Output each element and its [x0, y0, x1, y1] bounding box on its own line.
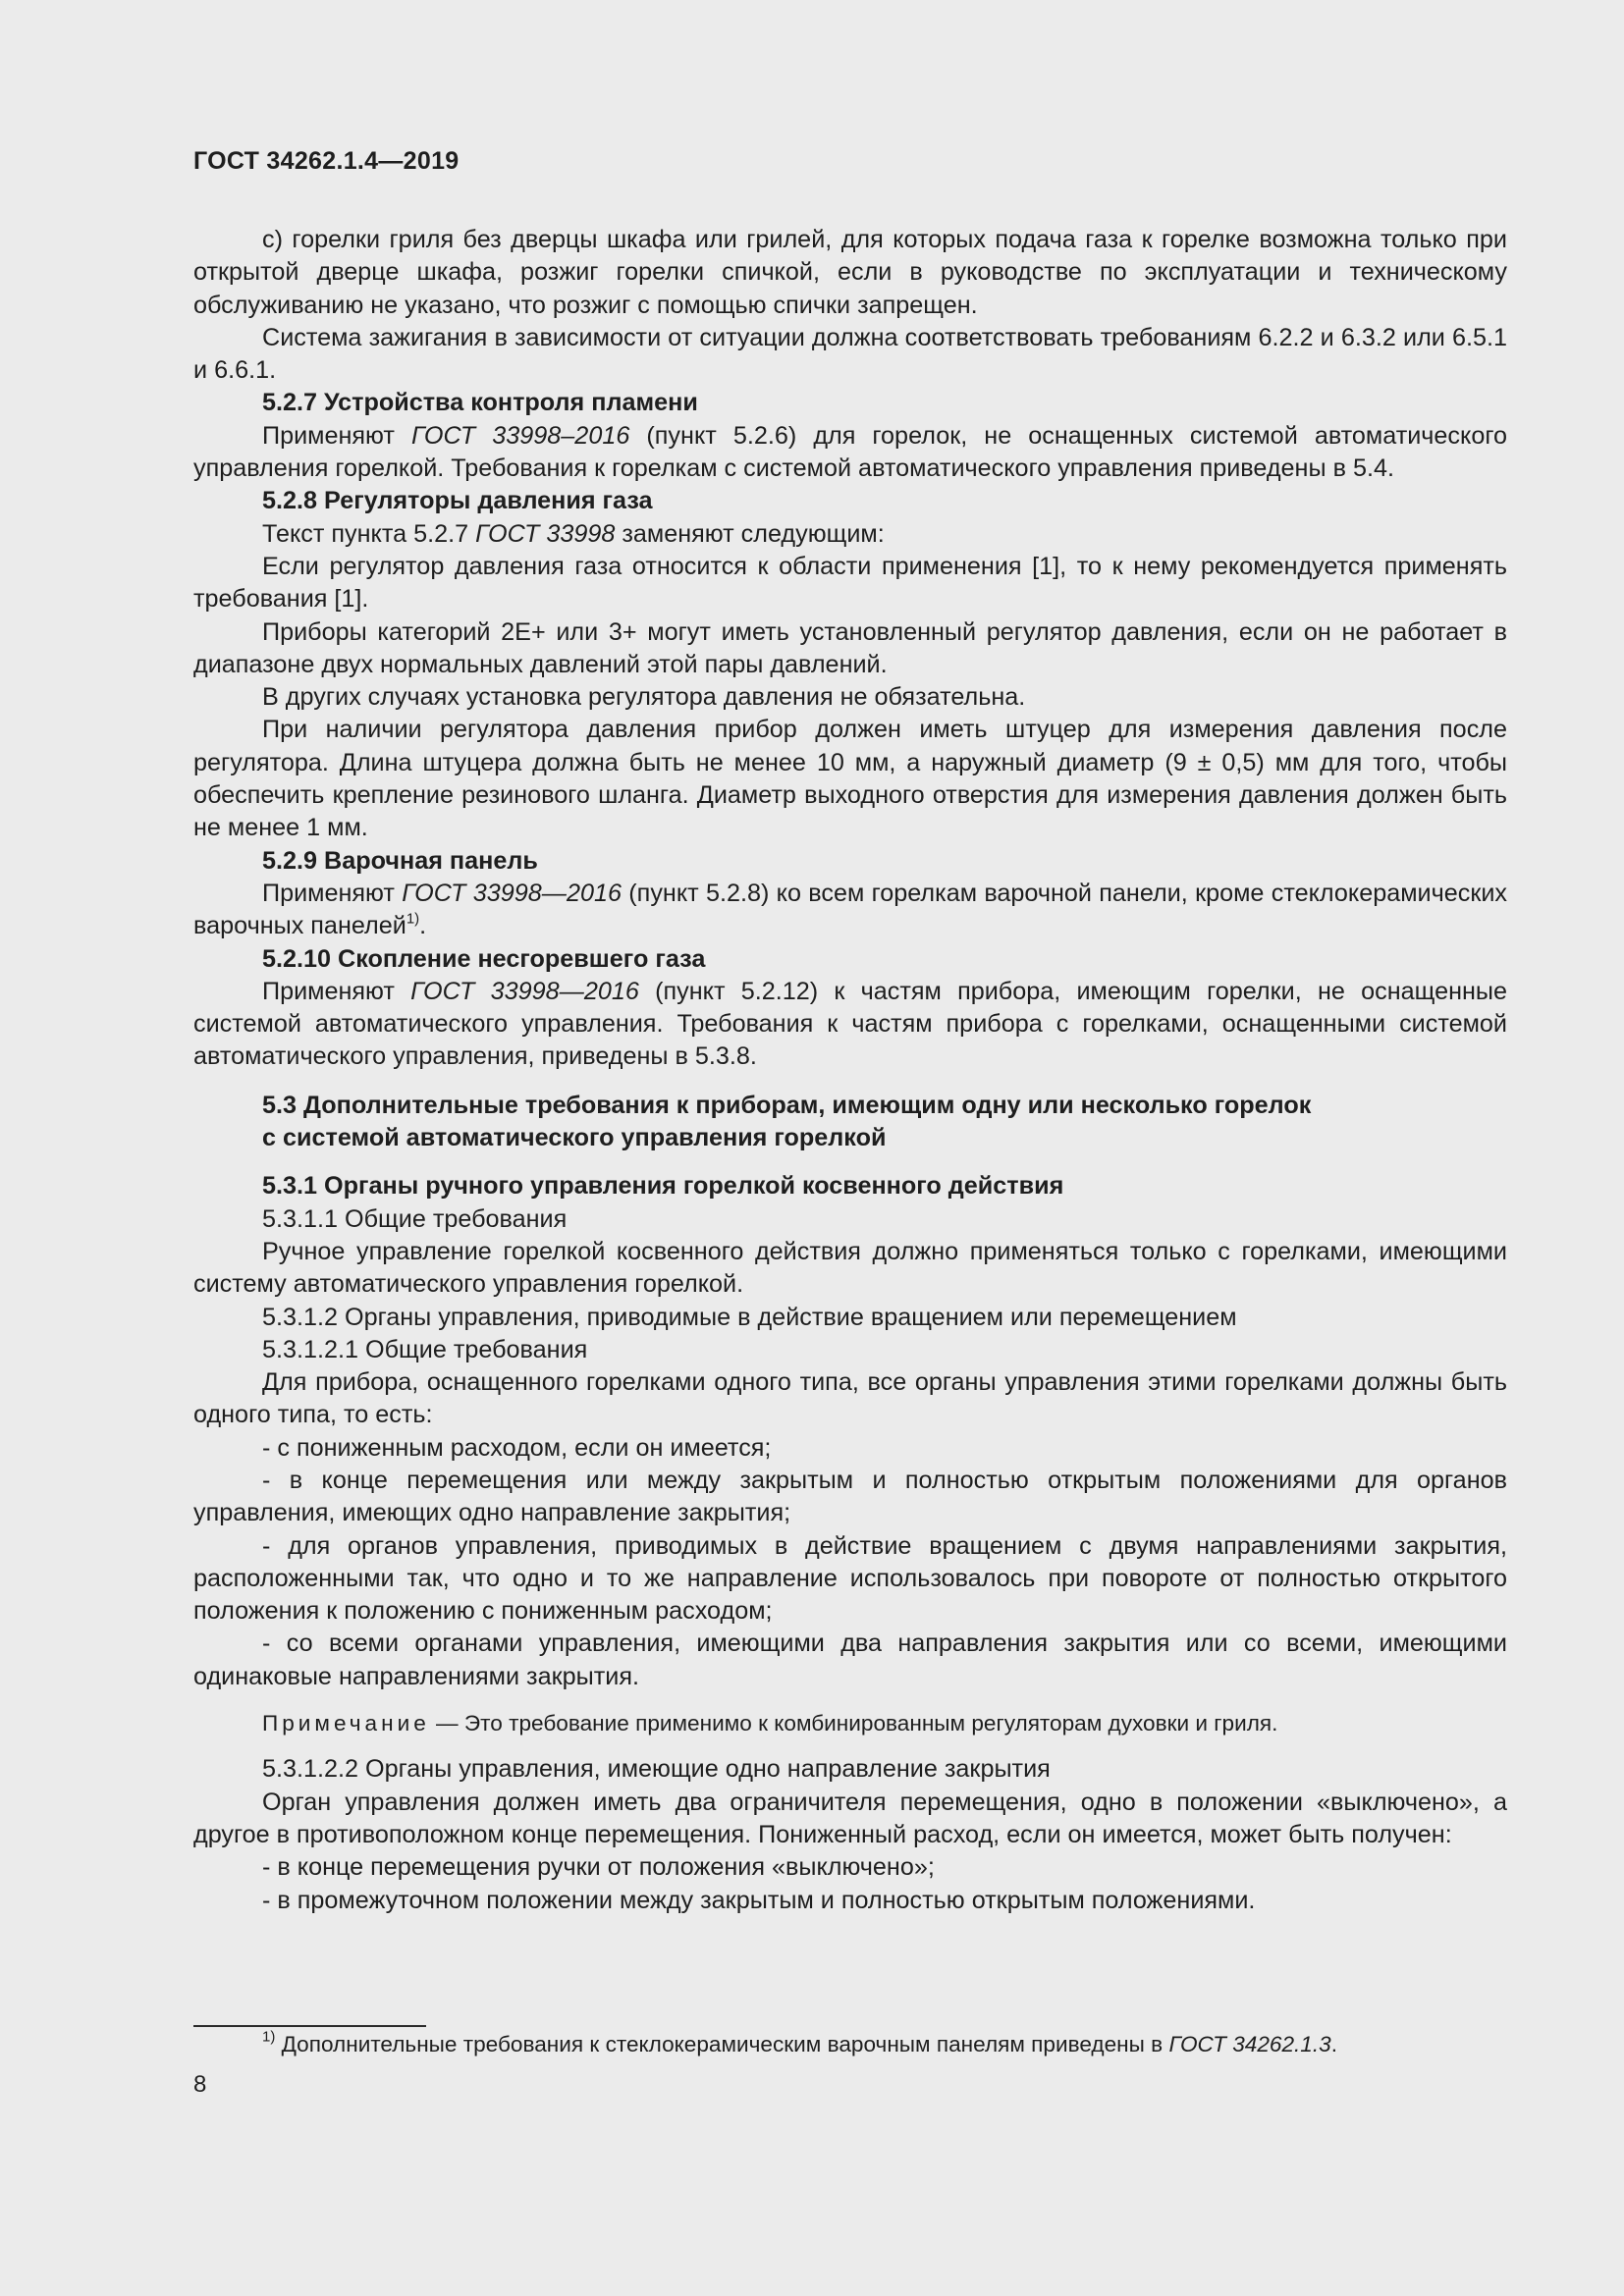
footnote-marker: 1) — [262, 2028, 276, 2046]
subsection-heading: 5.3.1.2 Органы управления, приводимые в действие вращением или перемещением — [262, 1303, 1237, 1331]
standard-reference: ГОСТ 33998—2016 — [410, 977, 639, 1005]
paragraph: При наличии регулятора давления прибор должен иметь штуцер для измерения давления после регулятора. Длина штуцера должна быть не менее 10 мм, а наружный диаметр (9 ± 0,5) мм для того, чтобы обеспечить крепление резинового шланга. Диаметр выходного отверстия для измерения давления должен быть не менее 1 мм. — [193, 716, 1507, 842]
subsection-heading: 5.3.1.1 Общие требования — [262, 1204, 568, 1233]
section-heading-5-2-7: 5.2.7 Устройства контроля пламени — [262, 389, 698, 417]
subsection-heading: 5.3.1.2.1 Общие требования — [262, 1335, 588, 1363]
footnote: $^{1)}$ Дополнительные требования к стеклокерамическим варочным панелям приведены в ГОСТ 34262.1.3. — [262, 2028, 1337, 2056]
page-number: 8 — [193, 2071, 207, 2098]
paragraph: Приборы категорий 2Е+ или 3+ могут иметь установленный регулятор давления, если он не работает в диапазоне двух нормальных давлений этой пары давлений. — [193, 617, 1507, 678]
list-item: - в конце перемещения или между закрытым и полностью открытым положениями для органов управления, имеющих одно направление закрытия; — [193, 1466, 1507, 1527]
standard-reference: ГОСТ 33998—2016 — [402, 879, 622, 907]
section-heading-5-3: 5.3 Дополнительные требования к приборам, имеющим одну или несколько горелок с системой автоматического управления горелкой — [262, 1091, 1312, 1152]
paragraph: Система зажигания в зависимости от ситуации должна соответствовать требованиям 6.2.2 и 6.3.2 или 6.5.1 и 6.6.1. — [193, 323, 1507, 385]
paragraph: Орган управления должен иметь два ограничителя перемещения, одно в положении «выключено», а другое в противоположном конце перемещения. Пониженный расход, если он имеется, может быть получен: — [193, 1788, 1507, 1848]
paragraph: с) горелки гриля без дверцы шкафа или грилей, для которых подача газа к горелке возможна только при открытой дверце шкафа, розжиг горелки спичкой, если в руководстве по эксплуатации и техническому обслуживанию не указано, что розжиг с помощью спички запрещен. — [193, 226, 1507, 319]
section-heading-5-2-8: 5.2.8 Регуляторы давления газа — [262, 487, 653, 515]
note: Примечание — Это требование применимо к комбинированным регуляторам духовки и гриля. — [262, 1711, 1278, 1736]
section-heading-5-2-10: 5.2.10 Скопление несгоревшего газа — [262, 944, 706, 973]
list-item: - со всеми органами управления, имеющими два направления закрытия или со всеми, имеющими одинаковые направлениями закрытия. — [193, 1629, 1507, 1690]
document-header: ГОСТ 34262.1.4—2019 — [193, 147, 460, 175]
footnote-divider — [193, 2025, 426, 2027]
section-heading-5-3-1: 5.3.1 Органы ручного управления горелкой косвенного действия — [262, 1172, 1064, 1201]
paragraph: В других случаях установка регулятора давления не обязательна. — [262, 683, 1026, 712]
paragraph: Применяют ГОСТ 33998—2016 (пункт 5.2.12) к частям прибора, имеющим горелки, не оснащенные системой автоматического управления. Требования к частям прибора с горелками, оснащенными системой автоматического управления, приведены в 5.3.8. — [193, 977, 1508, 1071]
paragraph: Ручное управление горелкой косвенного действия должно применяться только с горелками, имеющими систему автоматического управления горелкой. — [193, 1237, 1507, 1299]
paragraph: Для прибора, оснащенного горелками одного типа, все органы управления этими горелками должны быть одного типа, то есть: — [193, 1368, 1507, 1429]
paragraph: Текст пункта 5.2.7 ГОСТ 33998 заменяют следующим: — [262, 519, 885, 548]
standard-reference: ГОСТ 34262.1.3 — [1168, 2032, 1331, 2056]
list-item: - в конце перемещения ручки от положения «выключено»; — [262, 1853, 935, 1882]
list-item: - в промежуточном положении между закрытым и полностью открытым положениями. — [262, 1886, 1256, 1914]
paragraph: Применяют ГОСТ 33998—2016 (пункт 5.2.8) ко всем горелкам варочной панели, кроме стеклокерамических варочных панелей$^{1)}$. — [193, 879, 1508, 940]
section-heading-5-2-9: 5.2.9 Варочная панель — [262, 846, 538, 875]
standard-reference: ГОСТ 33998 — [475, 519, 616, 548]
paragraph: Применяют ГОСТ 33998–2016 (пункт 5.2.6) для горелок, не оснащенных системой автоматического управления горелкой. Требования к горелкам с системой автоматического управления приведены в 5.4. — [193, 421, 1507, 483]
list-item: - для органов управления, приводимых в действие вращением с двумя направлениями закрытия, расположенными так, что одно и то же направление использовалось при повороте от полностью открытого положения к положению с пониженным расходом; — [193, 1531, 1507, 1626]
footnote-marker: 1) — [406, 910, 420, 928]
note-label: Примечание — [262, 1711, 430, 1736]
main-content — [193, 224, 1507, 1917]
standard-reference: ГОСТ 33998–2016 — [411, 421, 630, 450]
subsection-heading: 5.3.1.2.2 Органы управления, имеющие одно направление закрытия — [262, 1755, 1051, 1784]
paragraph: Если регулятор давления газа относится к области применения [1], то к нему рекомендуется применять требования [1]. — [193, 552, 1507, 614]
list-item: - с пониженным расходом, если он имеется; — [262, 1433, 772, 1462]
